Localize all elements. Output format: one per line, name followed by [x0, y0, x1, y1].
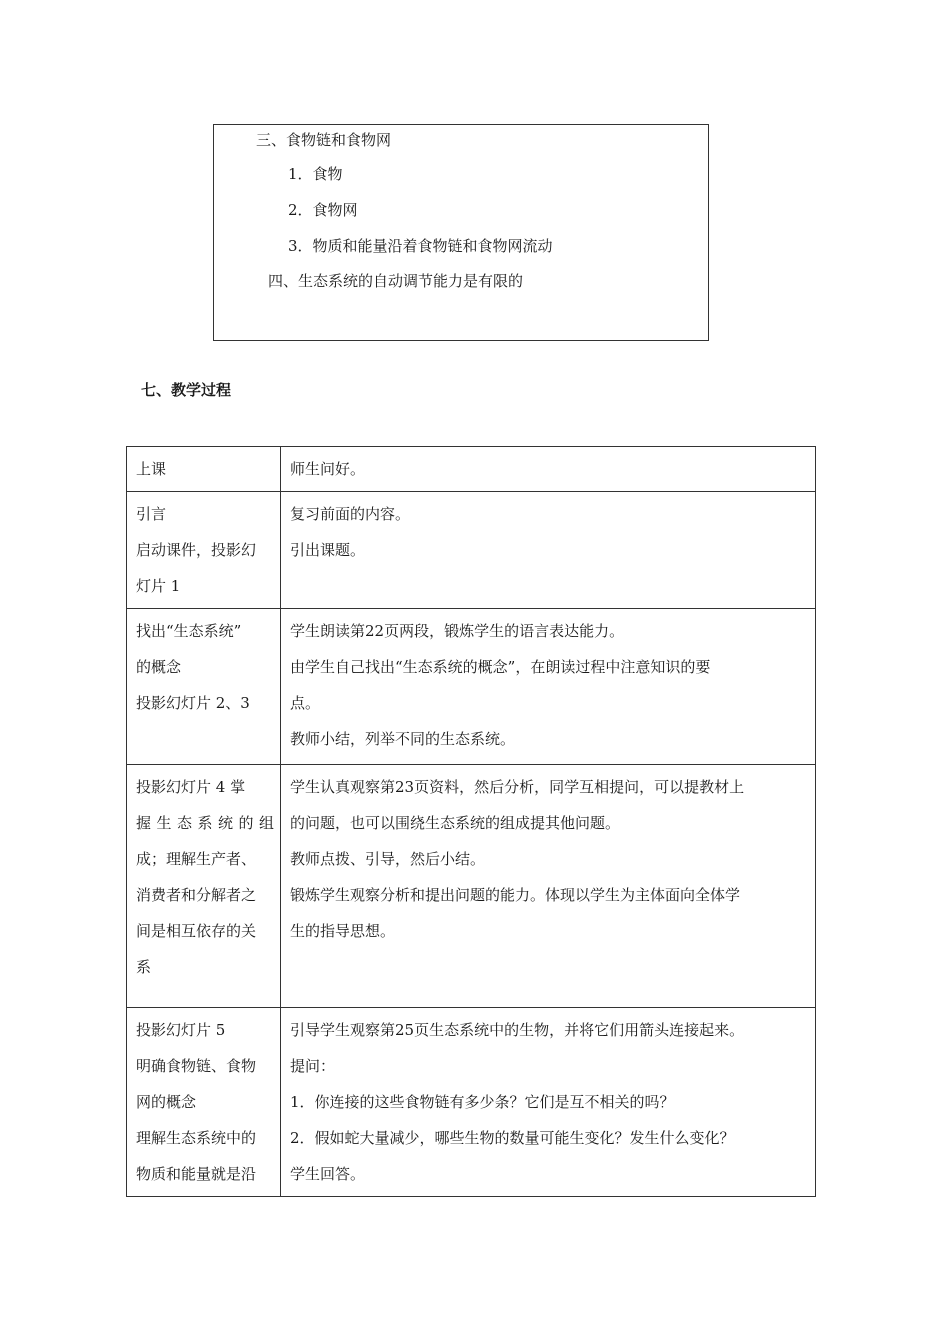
cell-text: 上课	[136, 460, 167, 478]
cell-text: 灯片 1	[136, 577, 181, 595]
cell-text: 明确食物链、食物	[136, 1057, 257, 1075]
table-cell-activity	[281, 765, 816, 1008]
section-heading: 七、教学过程	[141, 381, 232, 399]
cell-text: 点。	[290, 694, 321, 712]
cell-text: 投影幻灯片 4 掌	[136, 778, 246, 796]
cell-text: 投影幻灯片 5	[136, 1021, 226, 1039]
teaching-process-table	[126, 446, 816, 1197]
cell-text: 投影幻灯片 2、3	[136, 694, 250, 712]
cell-text: 学生回答。	[290, 1165, 366, 1183]
cell-text: 启动课件，投影幻	[136, 541, 257, 559]
cell-text: 锻炼学生观察分析和提出问题的能力。体现以学生为主体面向全体学	[290, 886, 741, 904]
table-row	[127, 1008, 816, 1197]
table-cell-activity	[281, 447, 816, 492]
cell-text: 教师点拨、引导，然后小结。	[290, 850, 486, 868]
cell-text: 理解生态系统中的	[136, 1129, 257, 1147]
outline-heading-food-chain: 三、食物链和食物网	[256, 131, 392, 149]
cell-text: 系	[136, 958, 152, 976]
cell-text: 找出“生态系统”	[136, 622, 242, 640]
cell-text: 物质和能量就是沿	[136, 1165, 257, 1183]
table-cell-activity	[281, 609, 816, 765]
table-row	[127, 447, 816, 492]
cell-text: 2．假如蛇大量减少，哪些生物的数量可能生变化？发生什么变化？	[290, 1129, 735, 1147]
cell-text: 1．你连接的这些食物链有多少条？它们是互不相关的吗？	[290, 1093, 675, 1111]
cell-text: 握生态系统的组	[136, 814, 274, 832]
table-row	[127, 765, 816, 1008]
outline-item-food-web: 2．食物网	[288, 201, 358, 219]
cell-text: 引出课题。	[290, 541, 366, 559]
outline-item-energy-flow: 3．物质和能量沿着食物链和食物网流动	[288, 237, 553, 255]
cell-text: 生的指导思想。	[290, 922, 396, 940]
cell-text: 间是相互依存的关	[136, 922, 257, 940]
outline-item-food: 1．食物	[288, 165, 343, 183]
cell-text: 引导学生观察第25页生态系统中的生物，并将它们用箭头连接起来。	[290, 1021, 745, 1039]
cell-text: 的问题，也可以围绕生态系统的组成提其他问题。	[290, 814, 621, 832]
table-cell-step	[127, 1008, 281, 1197]
cell-text: 复习前面的内容。	[290, 505, 411, 523]
cell-text: 的概念	[136, 658, 182, 676]
table-row	[127, 609, 816, 765]
cell-text: 消费者和分解者之	[136, 886, 257, 904]
cell-text: 学生朗读第22页两段，锻炼学生的语言表达能力。	[290, 622, 625, 640]
table-cell-step	[127, 492, 281, 609]
outline-heading-self-regulation: 四、生态系统的自动调节能力是有限的	[268, 272, 524, 290]
cell-text: 网的概念	[136, 1093, 197, 1111]
table-cell-step	[127, 765, 281, 1008]
cell-text: 提问：	[290, 1057, 336, 1075]
cell-text: 由学生自己找出“生态系统的概念”，在朗读过程中注意知识的要	[290, 658, 711, 676]
table-cell-activity	[281, 492, 816, 609]
cell-text: 教师小结，列举不同的生态系统。	[290, 730, 516, 748]
cell-text: 学生认真观察第23页资料，然后分析，同学互相提问，可以提教材上	[290, 778, 745, 796]
cell-text: 引言	[136, 505, 167, 523]
table-cell-step	[127, 609, 281, 765]
table-cell-step	[127, 447, 281, 492]
cell-text: 师生问好。	[290, 460, 366, 478]
outline-box	[213, 124, 709, 341]
table-cell-activity	[281, 1008, 816, 1197]
cell-text: 成；理解生产者、	[136, 850, 257, 868]
table-row	[127, 492, 816, 609]
